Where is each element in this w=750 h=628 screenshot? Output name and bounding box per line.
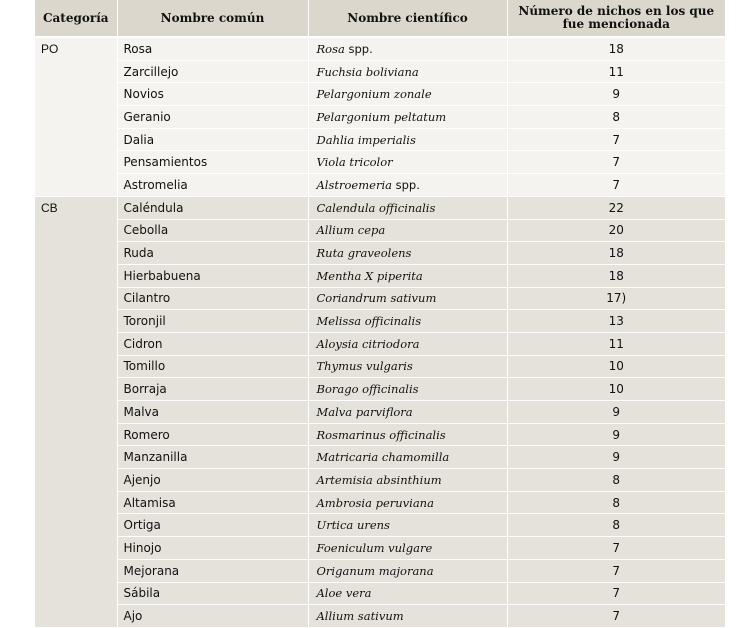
scientific-name-text: Rosa [316, 41, 345, 56]
scientific-name-cell [308, 401, 507, 424]
scientific-name-cell [308, 582, 507, 605]
scientific-name-cell [308, 128, 507, 151]
common-name-cell: Romero [117, 423, 308, 446]
scientific-name-cell [308, 423, 507, 446]
niche-count-cell: 8 [507, 491, 725, 514]
scientific-name-cell [308, 60, 507, 83]
table-row [35, 378, 725, 401]
niche-count-cell: 13 [507, 310, 725, 333]
scientific-name-cell [308, 378, 507, 401]
table-row [35, 423, 725, 446]
scientific-name-cell [308, 355, 507, 378]
table-row [35, 60, 725, 83]
table-row [35, 605, 725, 628]
scientific-name-suffix: spp. [344, 41, 373, 56]
niche-count-cell: 18 [507, 37, 725, 60]
scientific-name-cell [308, 37, 507, 60]
common-name-cell: Ajo [117, 605, 308, 628]
scientific-name-cell [308, 196, 507, 219]
niche-count-cell: 22 [507, 196, 725, 219]
header-category: Categoría [35, 0, 117, 37]
niche-count-cell: 10 [507, 355, 725, 378]
common-name-cell: Cidron [117, 332, 308, 355]
scientific-name-text: Aloysia citriodora [316, 336, 420, 351]
common-name-cell: Rosa [117, 37, 308, 60]
common-name-cell: Cilantro [117, 287, 308, 310]
niche-count-cell: 7 [507, 128, 725, 151]
table-row [35, 355, 725, 378]
plant-table [35, 0, 725, 628]
table-row [35, 174, 725, 197]
niche-count-cell: 7 [507, 582, 725, 605]
scientific-name-cell [308, 491, 507, 514]
common-name-cell: Hierbabuena [117, 264, 308, 287]
header-row [35, 0, 725, 37]
table-row [35, 469, 725, 492]
scientific-name-text: Dahlia imperialis [316, 132, 416, 147]
niche-count-cell: 11 [507, 60, 725, 83]
table-row [35, 514, 725, 537]
scientific-name-text: Aloe vera [316, 586, 372, 601]
scientific-name-text: Melissa officinalis [316, 314, 422, 329]
scientific-name-text: Malva parviflora [316, 404, 413, 419]
niche-count-cell: 9 [507, 423, 725, 446]
scientific-name-cell [308, 559, 507, 582]
common-name-cell: Altamisa [117, 491, 308, 514]
scientific-name-cell [308, 332, 507, 355]
scientific-name-cell [308, 151, 507, 174]
scientific-name-text: Ambrosia peruviana [316, 495, 434, 510]
niche-count-cell: 11 [507, 332, 725, 355]
table-header [35, 0, 725, 37]
scientific-name-cell [308, 219, 507, 242]
table-row [35, 196, 725, 219]
scientific-name-cell [308, 287, 507, 310]
scientific-name-text: Foeniculum vulgare [316, 540, 433, 555]
scientific-name-text: Alstroemeria [316, 177, 392, 192]
niche-count-cell: 17) [507, 287, 725, 310]
table-row [35, 401, 725, 424]
common-name-cell: Toronjil [117, 310, 308, 333]
niche-count-cell: 7 [507, 151, 725, 174]
scientific-name-cell [308, 264, 507, 287]
common-name-cell: Ortiga [117, 514, 308, 537]
table-row [35, 219, 725, 242]
common-name-cell: Malva [117, 401, 308, 424]
scientific-name-text: Rosmarinus officinalis [316, 427, 446, 442]
table-row [35, 287, 725, 310]
niche-count-cell: 20 [507, 219, 725, 242]
niche-count-cell: 9 [507, 83, 725, 106]
common-name-cell: Dalia [117, 128, 308, 151]
scientific-name-suffix: spp. [391, 177, 420, 192]
table-row [35, 582, 725, 605]
scientific-name-text: Borago officinalis [316, 382, 419, 397]
niche-count-cell: 7 [507, 537, 725, 560]
scientific-name-cell [308, 469, 507, 492]
scientific-name-text: Fuchsia boliviana [316, 64, 419, 79]
scientific-name-cell [308, 106, 507, 129]
common-name-cell: Tomillo [117, 355, 308, 378]
scientific-name-text: Thymus vulgaris [316, 359, 413, 374]
common-name-cell: Mejorana [117, 559, 308, 582]
scientific-name-text: Calendula officinalis [316, 200, 436, 215]
niche-count-cell: 8 [507, 469, 725, 492]
scientific-name-cell [308, 537, 507, 560]
table-row [35, 446, 725, 469]
common-name-cell: Zarcillejo [117, 60, 308, 83]
common-name-cell: Ruda [117, 242, 308, 265]
header-scientific-name: Nombre científico [308, 0, 507, 37]
common-name-cell: Novios [117, 83, 308, 106]
niche-count-cell: 7 [507, 174, 725, 197]
common-name-cell: Sábila [117, 582, 308, 605]
table-row [35, 310, 725, 333]
common-name-cell: Geranio [117, 106, 308, 129]
table-row [35, 264, 725, 287]
scientific-name-text: Ruta graveolens [316, 246, 412, 261]
scientific-name-text: Allium cepa [316, 223, 386, 238]
plant-table-container [35, 0, 725, 628]
niche-count-cell: 9 [507, 446, 725, 469]
table-row [35, 151, 725, 174]
table-row [35, 559, 725, 582]
table-row [35, 37, 725, 60]
scientific-name-text: Allium sativum [316, 609, 404, 624]
niche-count-cell: 7 [507, 559, 725, 582]
scientific-name-cell [308, 83, 507, 106]
niche-count-cell: 18 [507, 242, 725, 265]
scientific-name-text: Matricaria chamomilla [316, 450, 450, 465]
scientific-name-cell [308, 310, 507, 333]
scientific-name-text: Viola tricolor [316, 155, 393, 170]
category-cell: PO [35, 37, 117, 196]
table-row [35, 332, 725, 355]
scientific-name-cell [308, 514, 507, 537]
table-row [35, 83, 725, 106]
niche-count-cell: 8 [507, 106, 725, 129]
niche-count-cell: 9 [507, 401, 725, 424]
table-row [35, 537, 725, 560]
header-niches: Número de nichos en los que fue mencionada [507, 0, 725, 37]
scientific-name-text: Mentha X piperita [316, 268, 423, 283]
scientific-name-cell [308, 174, 507, 197]
common-name-cell: Pensamientos [117, 151, 308, 174]
table-row [35, 128, 725, 151]
niche-count-cell: 10 [507, 378, 725, 401]
table-row [35, 491, 725, 514]
common-name-cell: Borraja [117, 378, 308, 401]
header-common-name: Nombre común [117, 0, 308, 37]
common-name-cell: Hinojo [117, 537, 308, 560]
table-row [35, 106, 725, 129]
scientific-name-cell [308, 242, 507, 265]
common-name-cell: Caléndula [117, 196, 308, 219]
scientific-name-text: Pelargonium zonale [316, 87, 432, 102]
niche-count-cell: 8 [507, 514, 725, 537]
common-name-cell: Astromelia [117, 174, 308, 197]
scientific-name-cell [308, 446, 507, 469]
common-name-cell: Cebolla [117, 219, 308, 242]
table-body [35, 37, 725, 627]
niche-count-cell: 18 [507, 264, 725, 287]
table-row [35, 242, 725, 265]
category-cell: CB [35, 196, 117, 627]
scientific-name-text: Urtica urens [316, 518, 390, 533]
common-name-cell: Manzanilla [117, 446, 308, 469]
niche-count-cell: 7 [507, 605, 725, 628]
scientific-name-text: Artemisia absinthium [316, 472, 442, 487]
scientific-name-text: Pelargonium peltatum [316, 109, 447, 124]
scientific-name-text: Origanum majorana [316, 563, 434, 578]
common-name-cell: Ajenjo [117, 469, 308, 492]
scientific-name-text: Coriandrum sativum [316, 291, 437, 306]
scientific-name-cell [308, 605, 507, 628]
